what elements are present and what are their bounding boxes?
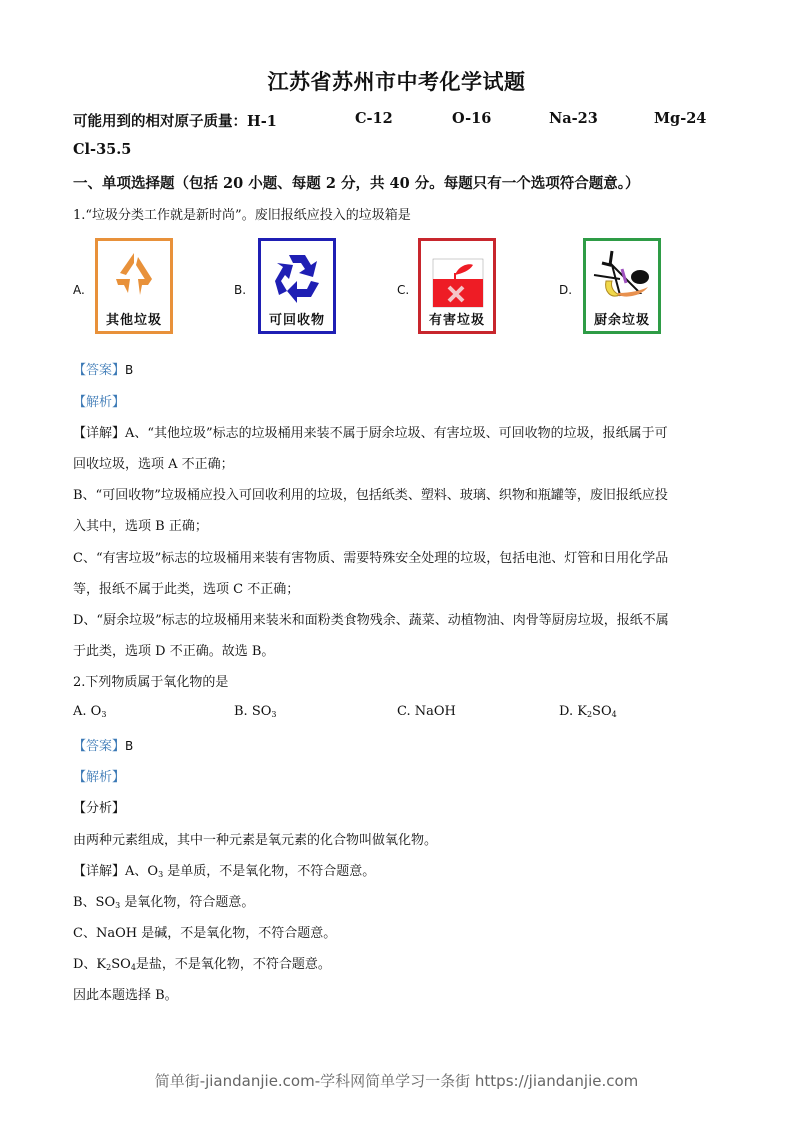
q1-option-d-letter: D. (559, 283, 573, 297)
q1-option-d-label: 厨余垃圾 (593, 313, 650, 328)
q1-option-c-letter: C. (397, 283, 410, 297)
q2-fenxi-tag: 【分析】 (73, 801, 126, 816)
q1-detail-line-8: 于此类，选项 D 不正确。故选 B。 (73, 644, 275, 659)
recycle-icon (267, 247, 327, 307)
q1-option-a-letter: A. (73, 283, 85, 297)
answer-value: B (125, 363, 134, 377)
q1-stem: 1.“垃圾分类工作就是新时尚”。废旧报纸应投入的垃圾箱是 (73, 208, 411, 223)
q1-option-b-letter: B. (234, 283, 247, 297)
q2-detail-a: 【详解】A、$O_3$ 是单质，不是氧化物，不符合题意。 (73, 864, 376, 879)
q2-stem: 2.下列物质属于氧化物的是 (73, 675, 229, 690)
q1-option-b-image (258, 238, 336, 334)
q2-answer (73, 735, 133, 754)
q2-option-b: B. $SO_3$ (234, 704, 277, 719)
q1-detail-line-5: C、“有害垃圾”标志的垃圾桶用来装有害物质、需要特殊安全处理的垃圾，包括电池、灯管和日用化学品 (73, 551, 669, 566)
q1-option-b-label: 可回收物 (268, 313, 325, 328)
atomic-mass-h: H-1 (247, 113, 277, 130)
atomic-mass-na: Na-23 (549, 110, 598, 127)
q1-detail-line-6: 等，报纸不属于此类，选项 C 不正确； (73, 582, 300, 597)
footer-watermark: 简单街-jiandanjie.com-学科网简单学习一条街 https://jiandanjie.com (154, 1072, 639, 1090)
q1-analysis-tag: 【解析】 (73, 395, 126, 410)
q1-detail-line-2: 回收垃圾，选项 A 不正确； (73, 457, 234, 472)
q1-option-c-image (418, 238, 496, 334)
atomic-mass-cl: Cl-35.5 (73, 141, 132, 158)
q2-detail-d: D、$K_2SO_4$是盐，不是氧化物，不符合题意。 (73, 957, 331, 972)
q1-option-a-label: 其他垃圾 (105, 313, 162, 328)
q2-detail-b: B、$SO_3$ 是氧化物，符合题意。 (73, 895, 255, 910)
q1-option-a-image (95, 238, 173, 334)
q1-detail-line-4: 入其中，选项 B 正确； (73, 519, 208, 534)
q1-answer (73, 359, 133, 378)
q1-detail-line-7: D、“厨余垃圾”标志的垃圾桶用来装米和面粉类食物残余、蔬菜、动植物油、肉骨等厨房垃圾，报纸不属 (73, 613, 669, 628)
q2-analysis-tag: 【解析】 (73, 770, 126, 785)
q2-conclusion: 因此本题选择 B。 (73, 988, 178, 1003)
atomic-mass-mg: Mg-24 (654, 110, 707, 127)
kitchen-waste-icon (590, 245, 652, 305)
hazardous-waste-icon (429, 255, 485, 311)
answer-value: B (125, 739, 134, 753)
answer-tag: 【答案】 (73, 739, 126, 754)
atomic-mass-c: C-12 (355, 110, 393, 127)
answer-tag: 【答案】 (73, 363, 126, 378)
q2-option-d: D. $K_2SO_4$ (559, 704, 617, 719)
q1-option-d-image (583, 238, 661, 334)
section-heading: 一、单项选择题（包括 20 小题、每题 2 分，共 40 分。每题只有一个选项符合题意。） (73, 175, 640, 192)
atomic-mass-label: 可能用到的相对原子质量：H-1 (73, 113, 277, 130)
q1-detail-line-3: B、“可回收物”垃圾桶应投入可回收利用的垃圾，包括纸类、塑料、玻璃、织物和瓶罐等，废旧报纸应投 (73, 488, 668, 503)
q2-detail-c: C、NaOH 是碱，不是氧化物，不符合题意。 (73, 926, 337, 941)
atomic-mass-o: O-16 (452, 110, 492, 127)
other-waste-icon (106, 249, 162, 305)
q2-option-c: C. NaOH (397, 704, 456, 719)
page-title: 江苏省苏州市中考化学试题 (267, 69, 526, 94)
q1-option-c-label: 有害垃圾 (428, 313, 485, 328)
q2-fenxi-text: 由两种元素组成，其中一种元素是氧元素的化合物叫做氧化物。 (73, 833, 438, 848)
q1-detail-line-1: 【详解】A、“其他垃圾”标志的垃圾桶用来装不属于厨余垃圾、有害垃圾、可回收物的垃圾，报纸属于可 (73, 426, 668, 441)
q2-option-a: A. $O_3$ (73, 704, 107, 719)
